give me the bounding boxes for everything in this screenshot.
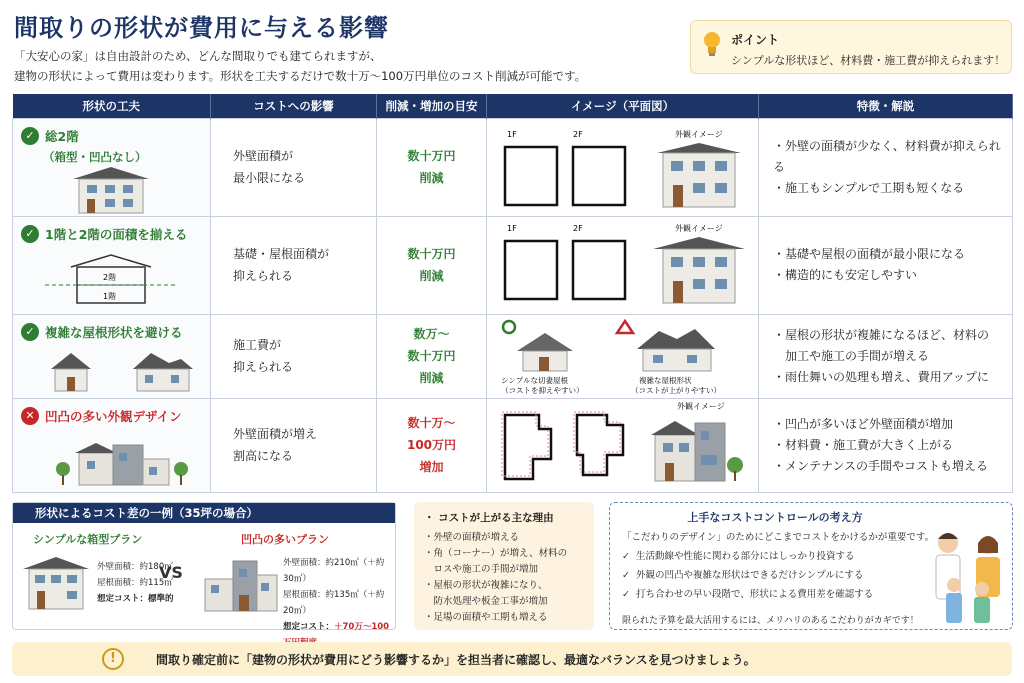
cost-control-footer: 限られた予算を最大活用するには、メリハリのあるこだわりがカギです！ xyxy=(622,616,919,626)
header-estimate: 削減・増加の目安 xyxy=(377,94,487,118)
simple-plan-title: シンプルな箱型プラン xyxy=(33,533,143,546)
list-item: ・角（コーナー）が増え、材料の xyxy=(424,548,568,559)
roof-simple-note: （コストを抑えやすい） xyxy=(501,385,584,395)
notes-cell: ・屋根の形状が複雑になるほど、材料の 加工や施工の手間が増える ・雨仕舞いの処理も増え、費用アップに xyxy=(759,314,1013,398)
list-item: 防水処理や板金工事が増加 xyxy=(424,596,548,607)
roof-houses-icon xyxy=(47,345,197,393)
exterior-label: 外観イメージ xyxy=(675,223,723,233)
intro-text xyxy=(14,46,586,86)
list-item: ✓ 打ち合わせの早い段階で、形状による費用差を確認する xyxy=(622,589,874,600)
plan-label-2f: 2F xyxy=(573,129,583,139)
table-row xyxy=(13,118,1013,216)
floor-plan-diagram xyxy=(487,119,757,213)
roof-comparison-diagram xyxy=(487,315,757,395)
roof-complex-note: （コストが上がりやすい） xyxy=(631,385,721,395)
list-item: ・足場の面積や工期も増える xyxy=(424,612,548,623)
shape-label: ✕ 凹凸の多い外観デザイン xyxy=(21,407,182,425)
box-house-icon xyxy=(71,163,151,215)
header-notes: 特徴・解説 xyxy=(759,94,1013,118)
cross-icon: ✕ xyxy=(21,407,39,425)
roof-simple-label: シンプルな切妻屋根 xyxy=(501,375,569,385)
check-icon: ✓ xyxy=(622,551,630,562)
notice-bar xyxy=(12,642,1012,676)
complex-plan-specs: 外壁面積：約210㎡（＋約30㎡） 屋根面積：約135㎡（＋約20㎡） 想定コスト：＋70万～100 xyxy=(283,555,395,651)
exterior-label: 外観イメージ xyxy=(675,129,723,139)
floor-plan-diagram xyxy=(487,399,757,489)
estimate-cell: 数十万円 削減 xyxy=(377,118,487,216)
check-icon: ✓ xyxy=(21,323,39,341)
plan-label-1f: 1F xyxy=(507,223,517,233)
check-icon: ✓ xyxy=(622,570,630,581)
exclamation-icon: ! xyxy=(102,648,124,670)
plan-1f xyxy=(505,147,557,205)
section-diagram-icon xyxy=(41,249,181,309)
list-item: ロスや施工の手間が増加 xyxy=(424,564,539,575)
cost-control-title: 上手なコストコントロールの考え方 xyxy=(687,511,863,524)
roof-complex-label: 複雑な屋根形状 xyxy=(639,375,692,385)
point-box xyxy=(690,20,1012,74)
simple-plan-specs: 外壁面積：約180㎡ 屋根面積：約115㎡ 想定コスト：標準的 xyxy=(97,562,174,604)
notice-text: 間取り確定前に「建物の形状が費用にどう影響するか」を担当者に確認し、最適なバランスを見つけましょう。 xyxy=(156,653,756,667)
floor-label-2f: 2階 xyxy=(103,272,117,282)
shape-cell xyxy=(13,314,211,398)
cost-example-panel xyxy=(12,502,396,630)
impact-cell: 施工費が 抑えられる xyxy=(211,314,377,398)
family-illustration-icon xyxy=(928,527,1010,627)
plan-image-cell xyxy=(487,398,759,492)
header-image: イメージ（平面図） xyxy=(487,94,759,118)
reasons-title: ・ コストが上がる主な理由 xyxy=(424,512,554,524)
check-icon: ✓ xyxy=(21,225,39,243)
table-row xyxy=(13,314,1013,398)
impact-cell: 外壁面積が 最小限になる xyxy=(211,118,377,216)
cost-control-intro: 「こだわりのデザイン」のためにどこまでコストをかけるかが重要です。 xyxy=(622,532,935,543)
list-item: ・屋根の形状が複雑になり、 xyxy=(424,580,548,591)
point-text: シンプルな形状ほど、材料費・施工費が抑えられます！ xyxy=(731,54,1006,67)
lightbulb-icon xyxy=(701,29,723,59)
plan-image-cell xyxy=(487,314,759,398)
header-shape: 形状の工夫 xyxy=(13,94,211,118)
shape-label: ✓ 1階と2階の面積を揃える xyxy=(21,225,187,243)
floor-label-1f: 1階 xyxy=(103,291,117,301)
table-row xyxy=(13,216,1013,314)
intro-line-1: 「大安心の家」は自由設計のため、どんな間取りでも建てられますが、 xyxy=(14,49,382,63)
estimate-cell: 数十万円 削減 xyxy=(377,216,487,314)
page-title: 間取りの形状が費用に与える影響 xyxy=(14,14,389,42)
shape-cell xyxy=(13,398,211,492)
check-icon: ✓ xyxy=(622,589,630,600)
complex-plan-house-icon xyxy=(201,551,279,613)
exterior-label: 外観イメージ xyxy=(677,401,725,411)
plan-label-2f: 2F xyxy=(573,223,583,233)
simple-house-icon xyxy=(21,553,91,611)
cost-example-heading: 形状によるコスト差の一例（35坪の場合） xyxy=(13,503,395,523)
plan-2f xyxy=(573,147,625,205)
list-item: ・外壁の面積が増える xyxy=(424,532,520,543)
cost-control-list xyxy=(622,547,873,604)
notes-cell: ・外壁の面積が少なく、材料費が抑えられる ・施工もシンプルで工期も短くなる xyxy=(759,118,1013,216)
table-header-row xyxy=(13,94,1013,118)
reasons-list xyxy=(424,530,567,626)
floor-plan-diagram xyxy=(487,217,757,311)
plan-image-cell xyxy=(487,216,759,314)
shape-cell xyxy=(13,216,211,314)
reasons-panel xyxy=(414,502,594,630)
good-mark-icon xyxy=(503,321,515,333)
estimate-cell: 数十万～ 100万円 増加 xyxy=(377,398,487,492)
impact-cell: 外壁面積が増え 割高になる xyxy=(211,398,377,492)
comparison-table xyxy=(12,94,1013,493)
notes-cell: ・凹凸が多いほど外壁面積が増加 ・材料費・施工費が大きく上がる ・メンテナンスの手間やコストも増える xyxy=(759,398,1013,492)
shape-sublabel: （箱型・凹凸なし） xyxy=(43,149,147,164)
extra-cost: ＋70万～100 xyxy=(334,622,390,632)
list-item: ✓ 外観の凹凸や複雑な形状はできるだけシンプルにする xyxy=(622,570,864,581)
plan-label-1f: 1F xyxy=(507,129,517,139)
complex-plan-title: 凹凸の多いプラン xyxy=(241,533,329,546)
cost-control-panel xyxy=(609,502,1013,630)
impact-cell: 基礎・屋根面積が 抑えられる xyxy=(211,216,377,314)
vs-label: VS xyxy=(159,563,183,582)
list-item: ✓ 生活動線や性能に関わる部分にはしっかり投資する xyxy=(622,551,855,562)
bad-mark-icon xyxy=(617,321,633,333)
table-row xyxy=(13,398,1013,492)
shape-label: ✓ 複雑な屋根形状を避ける xyxy=(21,323,183,341)
check-icon: ✓ xyxy=(21,127,39,145)
shape-cell xyxy=(13,118,211,216)
shape-label: ✓ 総2階 xyxy=(21,127,79,145)
notes-cell: ・基礎や屋根の面積が最小限になる ・構造的にも安定しやすい xyxy=(759,216,1013,314)
header-impact: コストへの影響 xyxy=(211,94,377,118)
complex-house-icon xyxy=(53,429,193,487)
plan-image-cell xyxy=(487,118,759,216)
point-title: ポイント xyxy=(731,33,780,47)
intro-line-2: 建物の形状によって費用は変わります。形状を工夫するだけで数十万～100万円単位のコスト削減が可能です。 xyxy=(14,69,587,83)
estimate-cell: 数万～ 数十万円 削減 xyxy=(377,314,487,398)
